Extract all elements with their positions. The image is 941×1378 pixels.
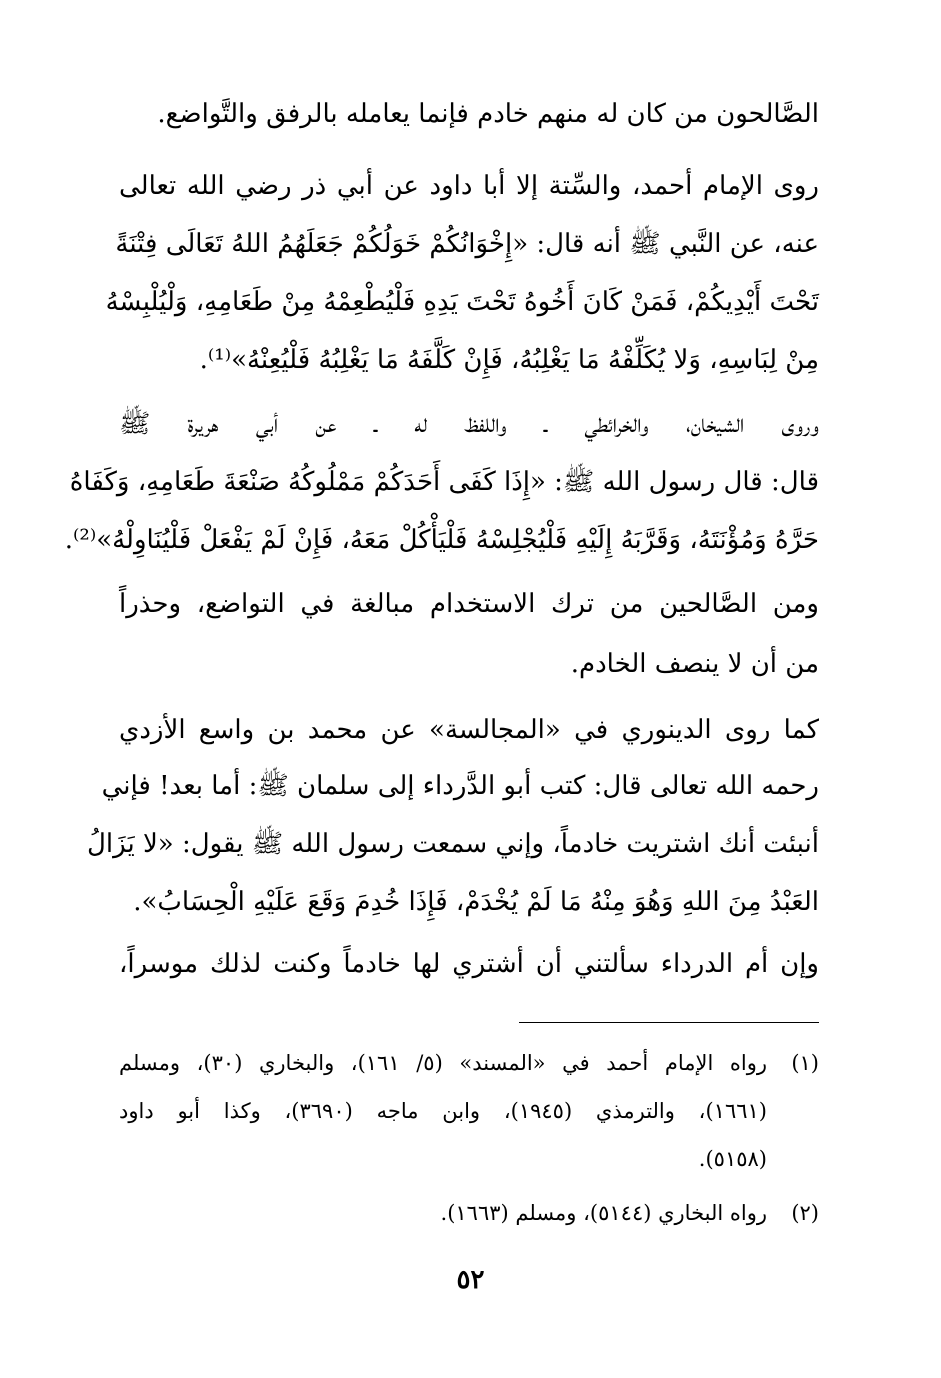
body-line: كما روى الدينوري في «المجالسة» عن محمد بن واسع الأزدي: [119, 715, 819, 745]
footnote-text: رواه البخاري (٥١٤٤)، ومسلم (١٦٦٣).: [440, 1201, 767, 1225]
footnote-number: (١): [791, 1051, 819, 1075]
body-line: من أن لا ينصف الخادم.: [570, 649, 819, 679]
footnote-number: (٢): [791, 1201, 819, 1225]
body-line: مِنْ لِبَاسِهِ، وَلا يُكَلِّفْهُ مَا يَغْلِبُهُ، فَإِنْ كَلَّفَهُ مَا يَغْلِبُهُ فَلْيُعِنْهُ»⁽¹⁾.: [199, 345, 819, 375]
body-line: العَبْدُ مِنَ اللهِ وَهُوَ مِنْهُ مَا لَمْ يُخْدَمْ، فَإِذَا خُدِمَ وَقَعَ عَلَيْهِ الْحِسَابُ».: [133, 887, 819, 917]
body-line: رحمه الله تعالى قال: كتب أبو الدَّرداء إلى سلمان ﷺ: أما بعد! فإني: [101, 771, 819, 801]
body-line: وروى الشيخان، والخرائطي ـ واللفظ له ـ عن أبي هريرة ﷺ: [119, 409, 819, 439]
page-number: ٥٢: [456, 1265, 485, 1295]
footnote-line: (٥١٥٨).: [698, 1147, 767, 1171]
body-line: روى الإمام أحمد، والسِّتة إلا أبا داود عن أبي ذر رضي الله تعالى: [119, 171, 819, 201]
footnote-separator: [519, 1022, 819, 1023]
body-line: قال: قال رسول الله ﷺ: «إِذَا كَفَى أَحَدَكُمْ مَمْلُوكُهُ صَنْعَةَ طَعَامِهِ، وَكَفَاهُ: [69, 467, 819, 497]
body-line: أنبئت أنك اشتريت خادماً، وإني سمعت رسول الله ﷺ يقول: «لا يَزَالُ: [87, 829, 819, 859]
body-line: ومن الصَّالحين من ترك الاستخدام مبالغة في التواضع، وحذراً: [119, 589, 819, 619]
body-line: عنه، عن النَّبي ﷺ أنه قال: «إِخْوَانُكُمْ خَوَلُكُمْ جَعَلَهُمُ اللهُ تَعَالَى فِتْنَةً: [115, 229, 819, 259]
footnote-line: (١٦٦١)، والترمذي (١٩٤٥)، وابن ماجه (٣٦٩٠)، وكذا أبو داود: [119, 1099, 767, 1123]
body-line: الصَّالحون من كان له منهم خادم فإنما يعامله بالرفق والتَّواضع.: [157, 99, 819, 129]
body-line: حَرَّهُ وَمُؤْنَتَهُ، وَقَرَّبَهُ إِلَيْهِ فَلْيُجْلِسْهُ فَلْيَأْكُلْ مَعَهُ، فَإِنْ لَمْ يَفْعَلْ فَلْيُنَاوِلْهُ»⁽²⁾.: [64, 525, 819, 555]
body-line: تَحْتَ أَيْدِيكُمْ، فَمَنْ كَانَ أَخُوهُ تَحْتَ يَدِهِ فَلْيُطْعِمْهُ مِنْ طَعَامِهِ، وَلْيُلْبِسْهُ: [105, 287, 819, 317]
footnote-line: [119, 1046, 819, 1080]
body-line: وإن أم الدرداء سألتني أن أشتري لها خادماً وكنت لذلك موسراً،: [119, 949, 819, 979]
footnote-text: رواه الإمام أحمد في «المسند» (٥/ ١٦١)، والبخاري (٣٠)، ومسلم: [119, 1051, 767, 1075]
footnote-line: [119, 1196, 819, 1230]
